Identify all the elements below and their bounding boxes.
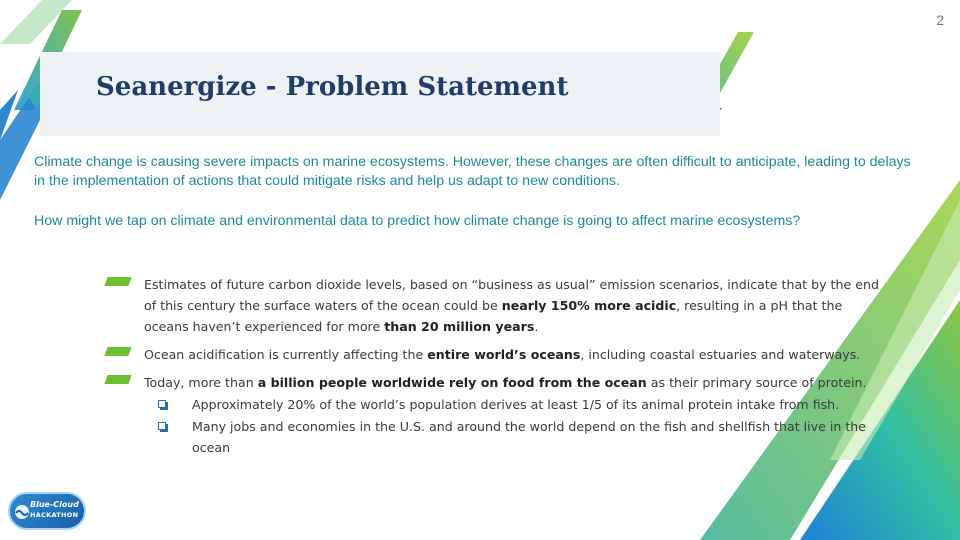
page-number: 2 — [936, 12, 944, 28]
bullet-marker — [104, 277, 131, 286]
bullet-marker — [104, 375, 131, 384]
bullet-item — [106, 344, 886, 365]
bullet-list — [106, 274, 886, 465]
wave-icon — [14, 504, 30, 520]
bullet-text: Estimates of future carbon dioxide levels, based on “business as usual” emission scenarios, indicate that by the end of this century the surface waters of the ocean could be nearly 150% more acidic, resulting in a pH that the oceans haven’t experienced for more than 20 million years. — [144, 277, 879, 334]
slide-title: Seanergize - Problem Statement — [96, 72, 569, 102]
bullet-marker — [104, 347, 131, 356]
sub-bullet-text: Many jobs and economies in the U.S. and around the world depend on the fish and shellfish that live in the ocean — [192, 419, 867, 455]
logo-text — [30, 500, 84, 520]
sub-bullet-item — [144, 416, 886, 458]
checkbox-square-icon — [158, 422, 166, 430]
sub-bullet-list — [144, 394, 886, 458]
sub-bullet-item — [144, 394, 886, 415]
bullet-text: Ocean acidification is currently affecting the entire world’s oceans, including coastal estuaries and waterways. — [144, 347, 861, 362]
logo-line2: HACKATHON — [30, 511, 79, 519]
bullet-text: Today, more than a billion people worldwide rely on food from the ocean as their primary source of protein. — [144, 375, 867, 390]
bullet-item — [106, 274, 886, 337]
bullet-item — [106, 372, 886, 458]
blue-cloud-hackathon-logo — [8, 492, 86, 530]
checkbox-square-icon — [158, 400, 166, 408]
how-might-we-question: How might we tap on climate and environmental data to predict how climate change is going to affect marine ecosystems? — [34, 213, 801, 229]
sub-bullet-text: Approximately 20% of the world’s population derives at least 1/5 of its animal protein intake from fish. — [192, 397, 840, 412]
intro-paragraph: Climate change is causing severe impacts on marine ecosystems. However, these changes are often difficult to anticipate, leading to delays in the implementation of actions that could mitigate risks and help us adapt to new conditions. — [34, 154, 911, 189]
logo-line1: Blue-Cloud — [30, 500, 79, 509]
